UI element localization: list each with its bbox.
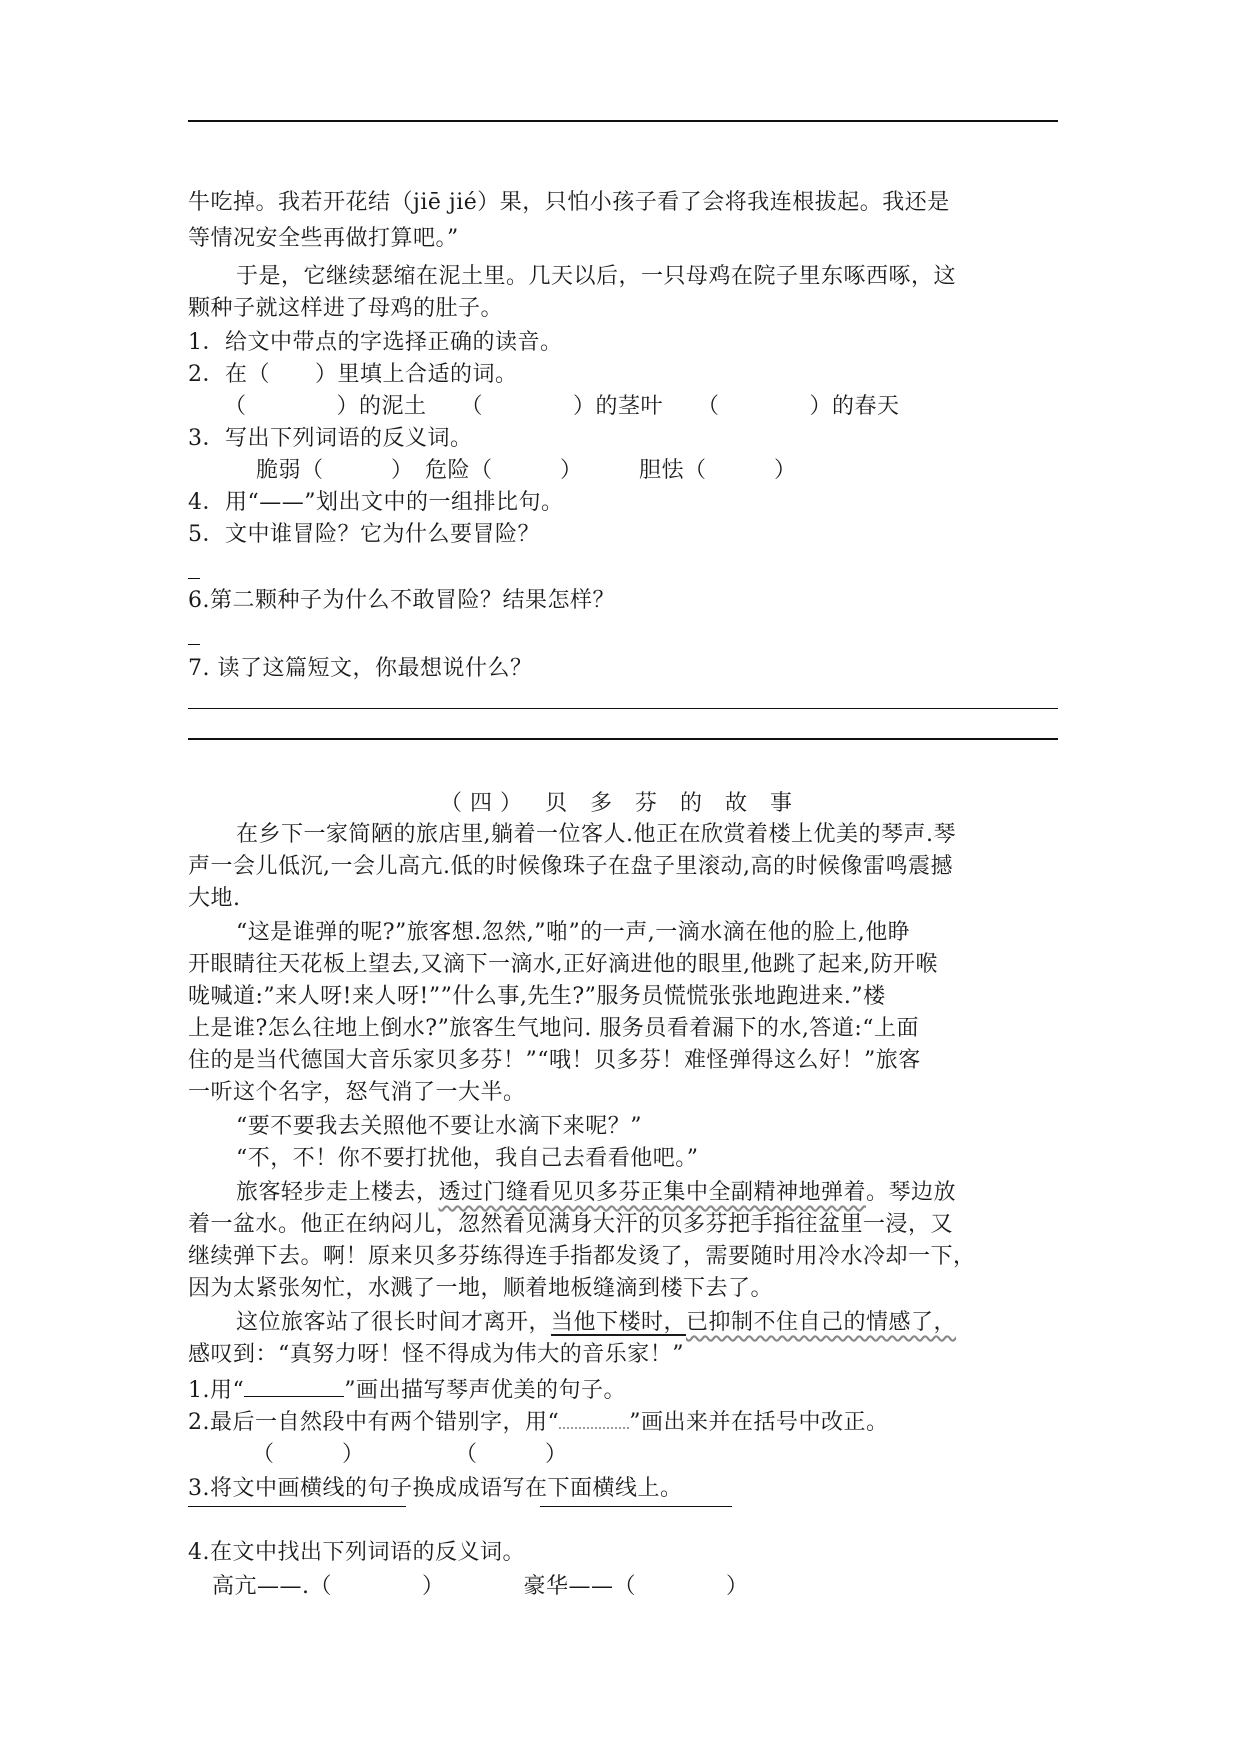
- text-run: 2.最后一自然段中有两个错别字，用“: [188, 1410, 560, 1435]
- answer-line: [188, 708, 1058, 709]
- wavy-underlined-sentence: 已抑制不住自己的情感了，: [686, 1310, 957, 1335]
- story-line: 因为太紧张匆忙，水溅了一地，顺着地板缝滴到楼下去了。: [188, 1276, 774, 1301]
- question-5: 5．文中谁冒险？它为什么要冒险？: [188, 522, 540, 547]
- text-run: 1.用“: [188, 1378, 245, 1403]
- story-question-3: 3.将文中画横线的句子换成成语写在下面横线上。: [188, 1476, 683, 1501]
- answer-line: [540, 1506, 732, 1507]
- story-question-2-blanks: （ ） （ ）: [252, 1442, 568, 1467]
- answer-line: [188, 1506, 406, 1507]
- text-run: 这位旅客站了很长时间才离开，: [236, 1310, 552, 1335]
- underlined-sentence: 当他下楼时，: [551, 1310, 687, 1335]
- s1-line: 颗种子就这样进了母鸡的肚子。: [188, 296, 504, 321]
- story-line: 大地.: [188, 886, 241, 911]
- story-question-4-blanks: 高亢——.（ ） 豪华——（ ）: [212, 1574, 749, 1599]
- story-line: 开眼睛往天花板上望去,又滴下一滴水,正好滴进他的眼里,他跳了起来,防开喉: [188, 952, 938, 977]
- question-3: 3．写出下列词语的反义词。: [188, 426, 473, 451]
- s1-line: 于是，它继续瑟缩在泥土里。几天以后，一只母鸡在院子里东啄西啄，这: [236, 264, 957, 289]
- story-line: “这是谁弹的呢?”旅客想.忽然,”啪”的一声,一滴水滴在他的脸上,他睁: [236, 920, 911, 945]
- underline-sample: [244, 1374, 344, 1397]
- wavy-line-sample: [559, 1409, 629, 1429]
- answer-stub: [188, 644, 200, 645]
- question-7: 7. 读了这篇短文，你最想说什么？: [188, 656, 533, 681]
- story-line: 声一会儿低沉,一会儿高亢.低的时候像珠子在盘子里滚动,高的时候像雷鸣震撼: [188, 854, 953, 879]
- question-2-blanks: （ ）的泥土 （ ）的茎叶 （ ）的春天: [224, 394, 900, 419]
- story-line: 一听这个名字，怒气消了一大半。: [188, 1080, 526, 1105]
- question-1: 1．给文中带点的字选择正确的读音。: [188, 330, 563, 355]
- text-run: ”画出描写琴声优美的句子。: [344, 1378, 626, 1403]
- story-line: 感叹到：“真努力呀！怪不得成为伟大的音乐家！”: [188, 1342, 684, 1367]
- story-line: “不，不！你不要打扰他，我自己去看看他吧。”: [236, 1146, 699, 1171]
- story-line: “要不要我去关照他不要让水滴下来呢？”: [236, 1114, 642, 1139]
- s1-line: 牛吃掉。我若开花结（jiē jié）果，只怕小孩子看了会将我连根拔起。我还是: [188, 190, 950, 215]
- story-question-2: [188, 1408, 889, 1438]
- story-line: 住的是当代德国大音乐家贝多芬！”“哦！贝多芬！难怪弹得这么好！”旅客: [188, 1048, 921, 1073]
- story-line: [236, 1308, 956, 1338]
- text-run: 旅客轻步走上楼去，: [236, 1180, 439, 1205]
- answer-stub: [188, 578, 200, 579]
- answer-line: [188, 738, 1058, 740]
- story-title: （四） 贝 多 芬 的 故 事: [440, 791, 800, 816]
- story-line: 上是谁?怎么往地上倒水?”旅客生气地问. 服务员看着漏下的水,答道:“上面: [188, 1016, 919, 1041]
- story-question-4: 4.在文中找出下列词语的反义词。: [188, 1540, 525, 1565]
- story-line: [236, 1178, 956, 1208]
- question-3-blanks: 脆弱（ ） 危险（ ） 胆怯（ ）: [256, 458, 797, 483]
- story-line: 继续弹下去。啊！原来贝多芬练得连手指都发烫了，需要随时用冷水冷却一下，: [188, 1244, 976, 1269]
- story-line: 在乡下一家简陋的旅店里,躺着一位客人.他正在欣赏着楼上优美的琴声.琴: [236, 822, 956, 847]
- wavy-underlined-sentence: 透过门缝看见贝多芬正集中全副精神地弹着: [438, 1180, 867, 1205]
- question-2: 2．在（ ）里填上合适的词。: [188, 362, 518, 387]
- question-6: 6.第二颗种子为什么不敢冒险？结果怎样？: [188, 588, 615, 613]
- question-4: 4．用“——”划出文中的一组排比句。: [188, 490, 564, 515]
- text-run: ”画出来并在括号中改正。: [629, 1410, 889, 1435]
- story-line: 咙喊道:”来人呀!来人呀!””什么事,先生?”服务员慌慌张张地跑进来.”楼: [188, 984, 886, 1009]
- story-question-1: [188, 1374, 626, 1406]
- text-run: 。琴边放: [866, 1180, 957, 1205]
- s1-line: 等情况安全些再做打算吧。”: [188, 226, 459, 251]
- top-rule: [188, 120, 1058, 122]
- story-line: 着一盆水。他正在纳闷儿，忽然看见满身大汗的贝多芬把手指往盆里一浸，又: [188, 1212, 954, 1237]
